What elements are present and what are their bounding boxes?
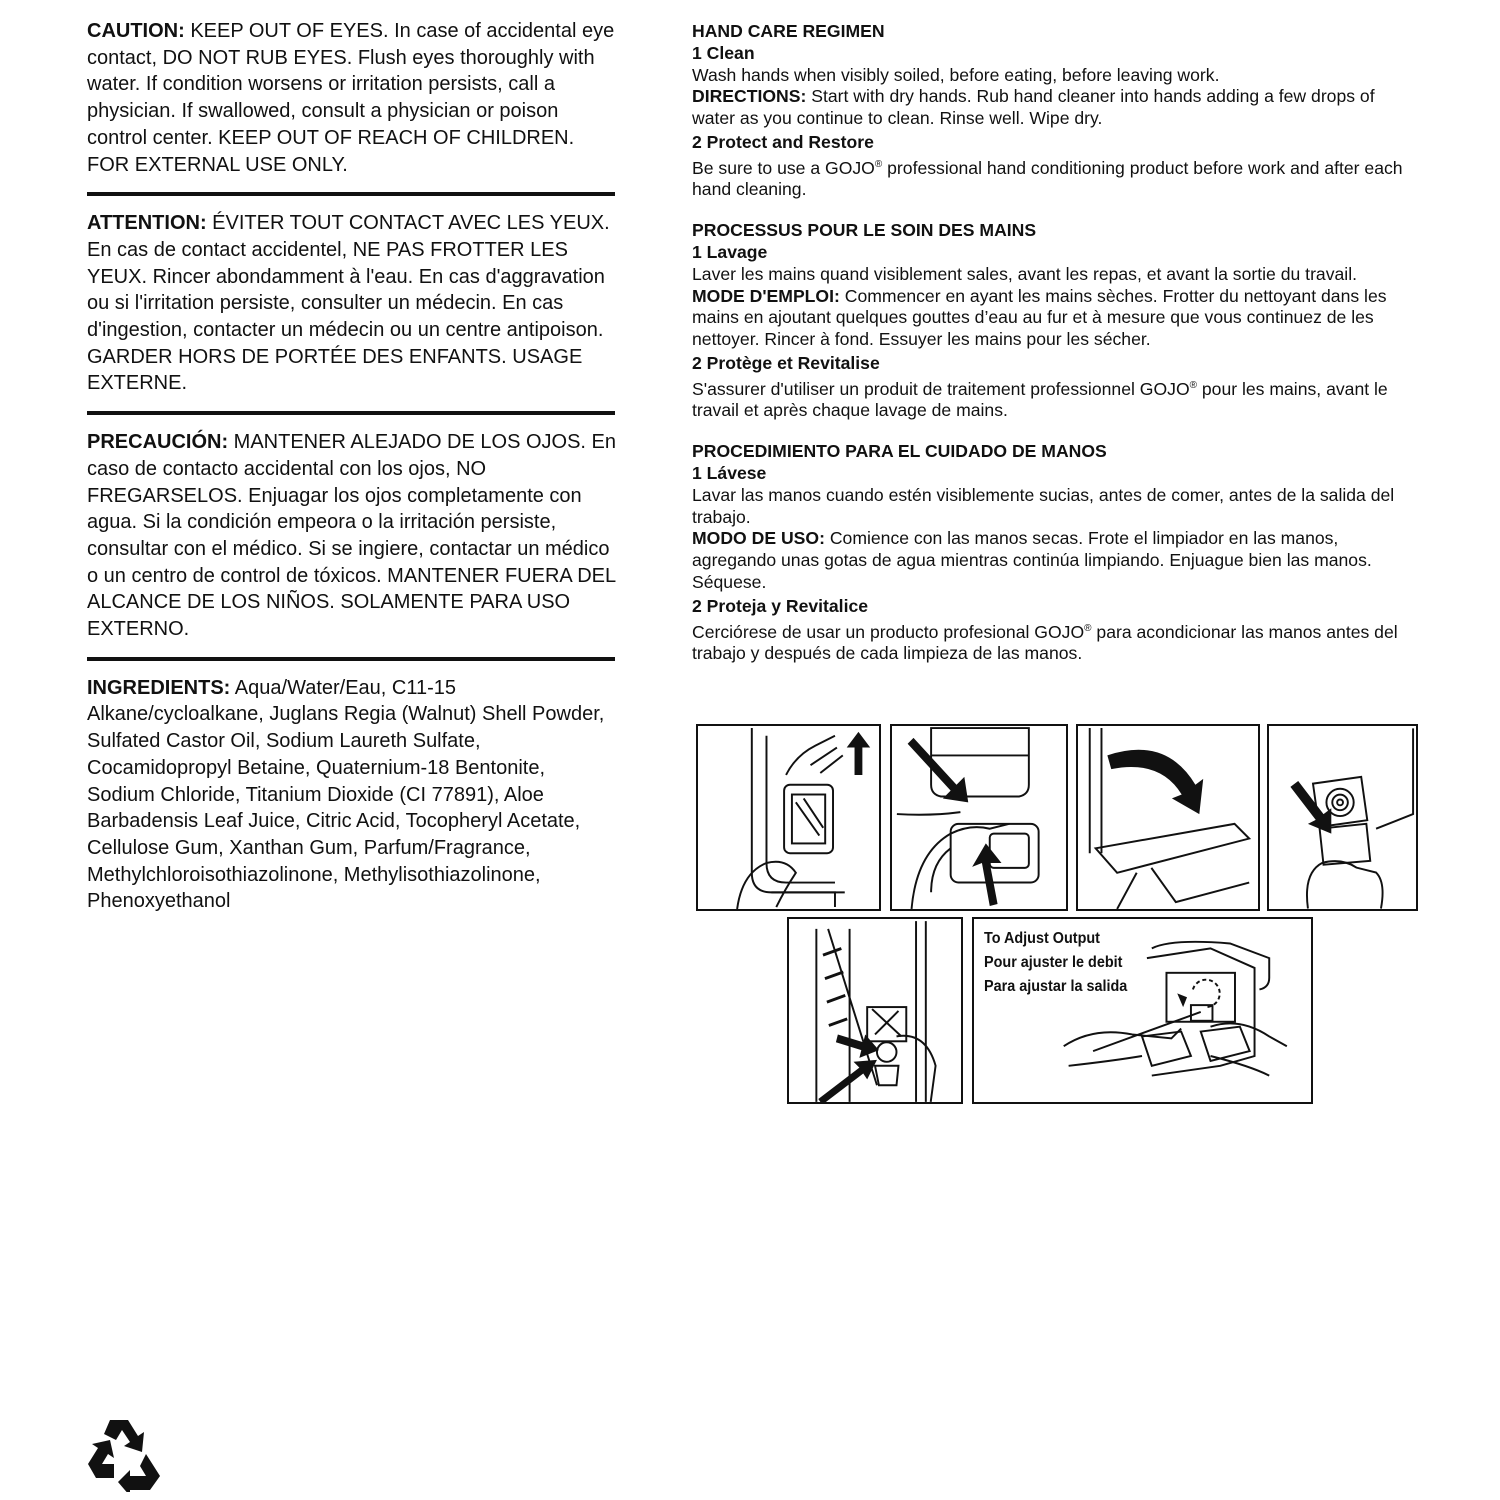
- cartridge-insert-illustration: [892, 726, 1066, 909]
- regimen-spanish: [692, 441, 1412, 665]
- step2-text: [692, 375, 1412, 422]
- warnings-column: [87, 18, 617, 929]
- step2-text: [692, 154, 1412, 201]
- ingredients-label: INGREDIENTS:: [87, 676, 231, 699]
- directions-text: Comience con las manos secas. Frote el limpiador en las manos, agregando unas gotas de agua mientras continúa limpiando. Enjuague bien las manos. Séquese.: [692, 528, 1372, 593]
- step2-text-b: professional hand conditioning product before work and after each hand cleaning.: [692, 157, 1403, 200]
- illustration-step-4: [1267, 724, 1418, 911]
- registered-mark: ®: [1189, 379, 1197, 391]
- step1-text: Lavar las manos cuando estén visiblemente sucias, antes de comer, antes de la salida del trabajo.: [692, 484, 1395, 527]
- adjust-output-labels: [984, 927, 1127, 999]
- step2-title: 2 Protège et Revitalise: [692, 353, 880, 374]
- divider: [87, 411, 615, 415]
- registered-mark: ®: [874, 158, 883, 170]
- regimen-english: [692, 21, 1412, 201]
- caution-french: [87, 210, 617, 411]
- step2-text-a: Be sure to use a GOJO: [692, 157, 875, 178]
- step1-title: 1 Lavage: [692, 242, 768, 263]
- attention-label: ATTENTION:: [87, 212, 207, 235]
- illustration-step-5: [787, 917, 963, 1104]
- step2-text-b: pour les mains, avant le travail et après chaque lavage de mains.: [692, 378, 1388, 421]
- caution-spanish: [87, 429, 617, 657]
- divider: [87, 192, 615, 196]
- caution-label: CAUTION:: [87, 20, 185, 42]
- directions: [692, 286, 1412, 351]
- illustration-adjust-output: [972, 917, 1313, 1104]
- ingredients-text: Aqua/Water/Eau, C11-15 Alkane/cycloalkane, Juglans Regia (Walnut) Shell Powder, Sulfated Castor Oil, Sodium Laureth Sulfate, Cocamidopropyl Betaine, Quaternium-18 Bentonite, Sodium Chloride, Titanium Dioxide (CI 77891), Aloe Barbadensis Leaf Juice, Citric Acid, Tocopheryl Acetate, Cellulose Gum, Xanthan Gum, Parfum/Fragrance, Methylchloroisothiazolinone, Methylisothiazolinone, Phenoxyethanol: [87, 676, 605, 913]
- precaucion-label: PRECAUCIÓN:: [87, 431, 229, 454]
- step2-title: 2 Proteja y Revitalice: [692, 595, 869, 616]
- refill-dispense-illustration: [789, 919, 961, 1102]
- precaucion-text: MANTENER ALEJADO DE LOS OJOS. En caso de contacto accidental con los ojos, NO FREGARSELOS. Enjuagar los ojos completamente con agua. Si la condición empeora o la irritación persiste, consultar con el médico. Si se ingiere, contactar un médico o un centro de control de tóxicos. MANTENER FUERA DEL ALCANCE DE LOS NIÑOS. SOLAMENTE PARA USO EXTERNO.: [87, 431, 617, 641]
- directions-label: MODE D'EMPLOI:: [692, 285, 840, 306]
- directions-text: Start with dry hands. Rub hand cleaner into hands adding a few drops of water as you continue to clean. Rinse well. Wipe dry.: [692, 86, 1375, 129]
- directions: [692, 528, 1412, 593]
- step1-title: 1 Lávese: [692, 463, 767, 484]
- directions-label: DIRECTIONS:: [692, 86, 807, 107]
- regimen-french: [692, 220, 1412, 422]
- illustration-step-1: [696, 724, 881, 911]
- nozzle-lock-illustration: [1269, 726, 1416, 909]
- regimen-title: PROCESSUS POUR LE SOIN DES MAINS: [692, 220, 1037, 241]
- step2-title: 2 Protect and Restore: [692, 131, 874, 152]
- regimen-column: [692, 21, 1412, 684]
- step2-text-a: S'assurer d'utiliser un produit de traitement professionnel GOJO: [692, 378, 1190, 399]
- caution-english: [87, 18, 617, 192]
- caution-text: KEEP OUT OF EYES. In case of accidental eye contact, DO NOT RUB EYES. Flush eyes thoroughly with water. If condition worsens or irritation persists, call a physician. If swallowed, consult a physician or poison control center. KEEP OUT OF REACH OF CHILDREN. FOR EXTERNAL USE ONLY.: [87, 20, 615, 176]
- adjust-output-en: To Adjust Output: [984, 930, 1100, 947]
- illustration-step-3: [1076, 724, 1260, 911]
- adjust-output-fr: Pour ajuster le debit: [984, 954, 1123, 971]
- regimen-title: PROCEDIMIENTO PARA EL CUIDADO DE MANOS: [692, 441, 1107, 462]
- attention-text: ÉVITER TOUT CONTACT AVEC LES YEUX. En cas de contact accidentel, NE PAS FROTTER LES YEUX. Rincer abondamment à l'eau. En cas d'aggravation ou si l'irritation persiste, consulter un médecin. En cas d'ingestion, contacter un médecin ou un centre antipoison. GARDER HORS DE PORTÉE DES ENFANTS. USAGE EXTERNE.: [87, 212, 610, 395]
- registered-mark: ®: [1084, 622, 1092, 634]
- regimen-title: HAND CARE REGIMEN: [692, 21, 885, 41]
- dispenser-open-illustration: [698, 726, 879, 909]
- cover-close-illustration: [1078, 726, 1258, 909]
- directions-text: Commencer en ayant les mains sèches. Frotter du nettoyant dans les mains en ajoutant quelques gouttes d’eau au fur et à mesure que vous continuez de les nettoyer. Rincer à fond. Essuyer les mains pour les sécher.: [692, 285, 1387, 350]
- ingredients: [87, 675, 617, 929]
- step2-text-b: para acondicionar las manos antes del trabajo y después de cada limpieza de las manos.: [692, 621, 1398, 664]
- directions: [692, 86, 1412, 130]
- step1-text: Wash hands when visibly soiled, before eating, before leaving work.: [692, 64, 1220, 85]
- divider: [87, 657, 615, 661]
- step1-title: 1 Clean: [692, 42, 755, 63]
- recycle-icon: [84, 1414, 168, 1492]
- illustration-step-2: [890, 724, 1068, 911]
- step2-text: [692, 618, 1412, 665]
- adjust-output-es: Para ajustar la salida: [984, 978, 1128, 995]
- directions-label: MODO DE USO:: [692, 528, 825, 549]
- step2-text-a: Cerciórese de usar un producto profesional GOJO: [692, 621, 1085, 642]
- step1-text: Laver les mains quand visiblement sales, avant les repas, et avant la sortie du travail.: [692, 263, 1357, 284]
